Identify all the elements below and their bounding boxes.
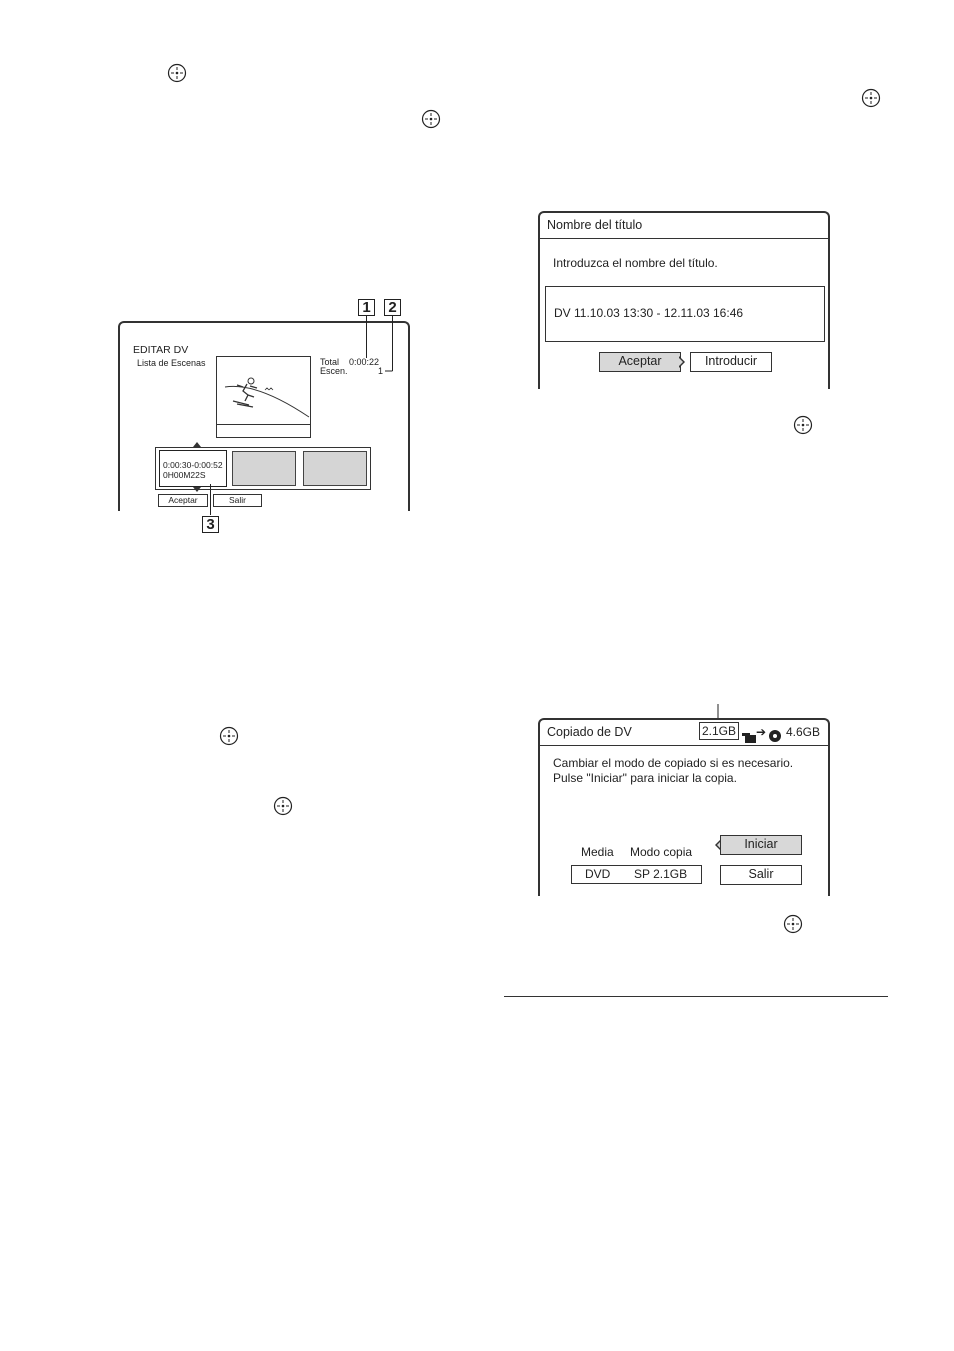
scene-thumbnail[interactable]: [232, 451, 296, 486]
scene-thumbnail-selected[interactable]: [159, 450, 227, 487]
scenes-value: 1: [378, 366, 384, 376]
media-value: DVD: [585, 867, 611, 881]
mode-value: SP 2.1GB: [634, 867, 688, 881]
dialog-title: Nombre del título: [540, 213, 828, 239]
accept-button[interactable]: Aceptar: [158, 494, 208, 507]
start-button[interactable]: Iniciar: [720, 835, 802, 855]
free-space-value: 4.6GB: [786, 725, 821, 739]
media-header: Media: [581, 845, 614, 859]
camcorder-icon: [742, 727, 756, 751]
dialog-prompt: Introduzca el nombre del título.: [553, 256, 718, 270]
callout-3: 3: [202, 516, 219, 533]
input-button[interactable]: Introducir: [690, 352, 772, 372]
arrow-right-icon: ➔: [756, 725, 767, 739]
scene-duration: 0H00M22S: [163, 470, 206, 480]
dialog-title: Copiado de DV: [547, 725, 632, 739]
instruction-line-1: Cambiar el modo de copiado si es necesario.: [553, 756, 794, 770]
enter-button-icon: [783, 914, 803, 934]
exit-button[interactable]: Salir: [213, 494, 262, 507]
total-value: 0:00:22: [349, 357, 380, 367]
total-label: Total: [320, 357, 340, 367]
title-name-field[interactable]: [545, 286, 825, 342]
scene-range: 0:00:30-0:00:52: [163, 460, 223, 470]
scene-thumbnail[interactable]: [303, 451, 367, 486]
enter-button-icon: [273, 796, 293, 816]
disc-icon: [769, 726, 781, 750]
skier-illustration-icon: [217, 357, 310, 423]
scroll-down-icon[interactable]: [193, 487, 201, 492]
exit-button[interactable]: Salir: [720, 865, 802, 885]
preview-window: [216, 356, 311, 438]
copy-settings-row[interactable]: [571, 865, 702, 884]
scenes-label: Escen.: [320, 366, 348, 376]
instruction-line-2: Pulse "Iniciar" para iniciar la copia.: [553, 771, 737, 785]
scene-list-label: Lista de Escenas: [137, 358, 206, 368]
mode-header: Modo copia: [630, 845, 693, 859]
callout-2: 2: [384, 299, 401, 316]
dv-copy-dialog: [538, 718, 830, 896]
enter-button-icon: [219, 726, 239, 746]
title-name-dialog: [538, 211, 830, 389]
selection-pointer-fill: [679, 358, 683, 366]
callout-1: 1: [358, 299, 375, 316]
dialog-title-bar: [540, 720, 828, 746]
edit-dv-title: EDITAR DV: [133, 344, 189, 356]
copy-size-value: 2.1GB: [699, 722, 739, 740]
section-divider: [504, 996, 888, 997]
accept-button[interactable]: Aceptar: [599, 352, 681, 372]
scroll-up-icon[interactable]: [193, 442, 201, 447]
title-name-value: DV 11.10.03 13:30 - 12.11.03 16:46: [554, 306, 744, 320]
